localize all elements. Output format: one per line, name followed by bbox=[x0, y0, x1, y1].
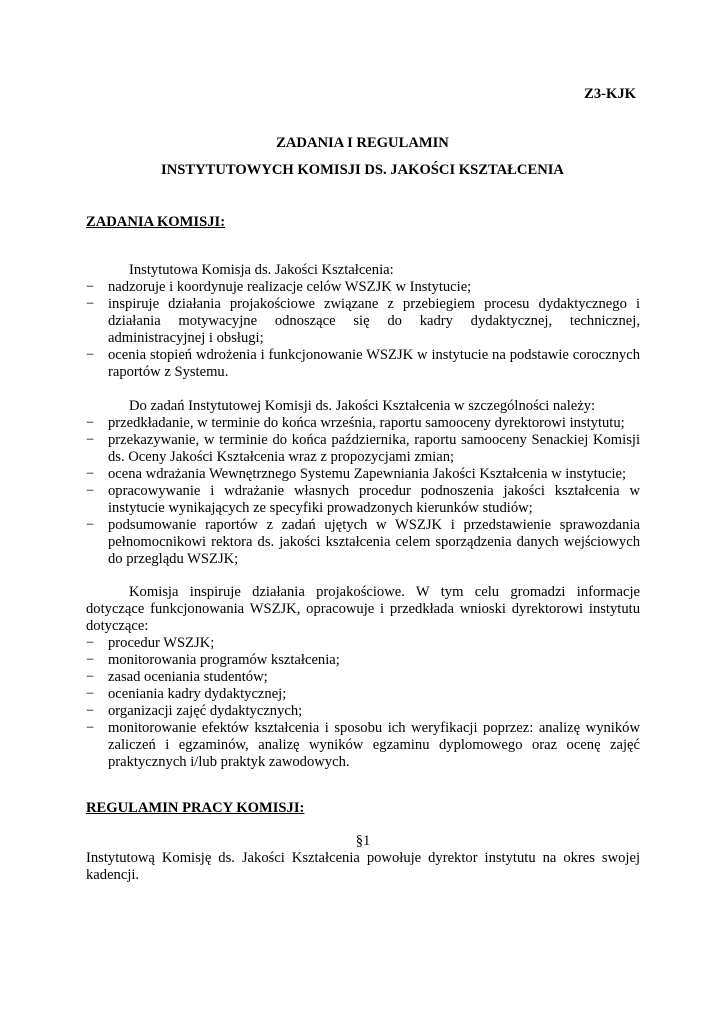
rules-block bbox=[86, 833, 640, 884]
list-item: − inspiruje działania projakościowe związane z przebiegiem procesu dydaktycznego i działania motywacyjne odnoszące się do kadry dydaktycznej, technicznej, administracyjnej i obsługi; bbox=[86, 296, 640, 347]
list-item: − procedur WSZJK; bbox=[86, 635, 640, 652]
intro-paragraph-1: Instytutowa Komisja ds. Jakości Kształcenia: bbox=[129, 262, 394, 278]
title-line-1: ZADANIA I REGULAMIN bbox=[276, 135, 449, 151]
list-item: − podsumowanie raportów z zadań ujętych w WSZJK i przedstawienie sprawozdania pełnomocnikowi rektora ds. jakości kształcenia celem sporządzenia danych wejściowych do przeglądu WSZJK; bbox=[86, 517, 640, 568]
intro-paragraph-3: Komisja inspiruje działania projakościowe. W tym celu gromadzi informacje dotyczące funkcjonowania WSZJK, opracowuje i przedkłada wnioski dyrektorowi instytutu dotyczące: bbox=[86, 584, 640, 634]
list-item: − przekazywanie, w terminie do końca października, raportu samooceny Senackiej Komisji ds. Oceny Jakości Kształcenia wraz z propozycjami zmian; bbox=[86, 432, 640, 466]
list-item: − monitorowanie efektów kształcenia i sposobu ich weryfikacji poprzez: analizę wyników zaliczeń i egzaminów, analizę wyników egzaminu dyplomowego oraz ocenę zajęć praktycznych i/lub praktyk zawodowych. bbox=[86, 720, 640, 771]
list-item: − oceniania kadry dydaktycznej; bbox=[86, 686, 640, 703]
rules-paragraph-1: Instytutową Komisję ds. Jakości Kształcenia powołuje dyrektor instytutu na okres swojej kadencji. bbox=[86, 850, 640, 883]
list-item: − monitorowania programów kształcenia; bbox=[86, 652, 640, 669]
task-list-3 bbox=[86, 635, 640, 771]
tasks-block-2 bbox=[86, 398, 640, 568]
task-list-1 bbox=[86, 279, 640, 381]
list-item: − opracowywanie i wdrażanie własnych procedur podnoszenia jakości kształcenia w instytucie wynikających ze specyfiki prowadzonych kierunków studiów; bbox=[86, 483, 640, 517]
tasks-block-3 bbox=[86, 584, 640, 771]
document-code: Z3-KJK bbox=[584, 86, 636, 102]
list-item: − przedkładanie, w terminie do końca września, raportu samooceny dyrektorowi instytutu; bbox=[86, 415, 640, 432]
paragraph-symbol: §1 bbox=[355, 833, 371, 849]
list-item: − zasad oceniania studentów; bbox=[86, 669, 640, 686]
tasks-block-1 bbox=[86, 262, 640, 381]
intro-paragraph-2: Do zadań Instytutowej Komisji ds. Jakości Kształcenia w szczególności należy: bbox=[129, 398, 596, 414]
section-heading-rules: REGULAMIN PRACY KOMISJI: bbox=[86, 800, 305, 816]
list-item: − ocenia stopień wdrożenia i funkcjonowanie WSZJK w instytucie na podstawie corocznych raportów z Systemu. bbox=[86, 347, 640, 381]
list-item: − ocena wdrażania Wewnętrznego Systemu Zapewniania Jakości Kształcenia w instytucie; bbox=[86, 466, 640, 483]
title-line-2: INSTYTUTOWYCH KOMISJI DS. JAKOŚCI KSZTAŁCENIA bbox=[161, 162, 564, 178]
list-item: − nadzoruje i koordynuje realizacje celów WSZJK w Instytucie; bbox=[86, 279, 640, 296]
list-item: − organizacji zajęć dydaktycznych; bbox=[86, 703, 640, 720]
task-list-2 bbox=[86, 415, 640, 568]
section-heading-tasks: ZADANIA KOMISJI: bbox=[86, 214, 226, 230]
